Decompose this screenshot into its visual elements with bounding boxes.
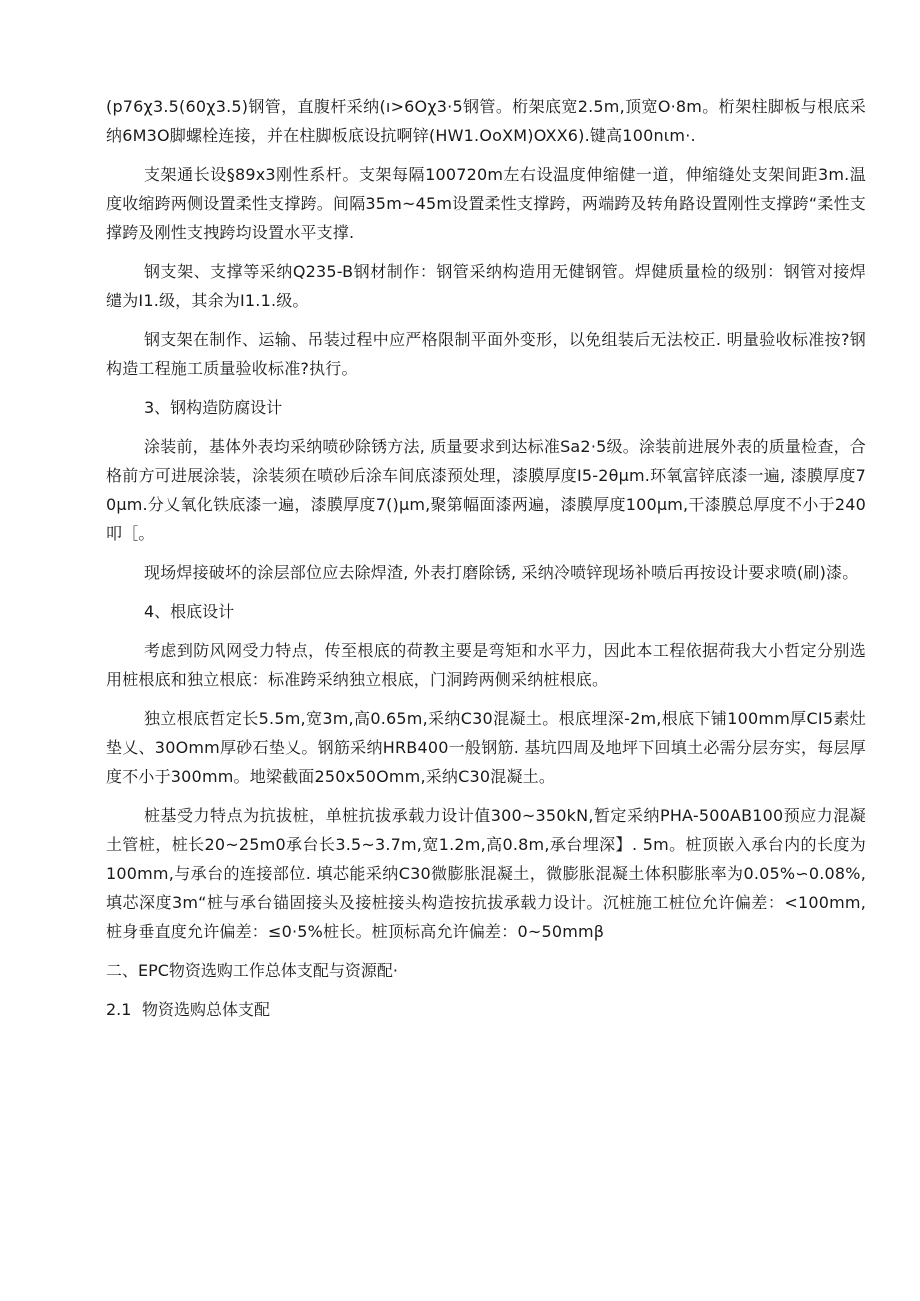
paragraph-coating-process: 涂装前，基体外表均采纳喷砂除锈方法, 质量要求到达标准Sa2·5级。涂装前进展外表的质量检查，合格前方可进展涂装，涂装须在喷砂后涂车间底漆预处理，漆膜厚度I5-2θμm.环氧富锌底漆一遍, 漆膜厚度70μm.分乂氧化铁底漆一遍，漆膜厚度7()μm,聚第幅面漆两遍，漆膜厚度100μm,干漆膜总厚度不小于240叩［。 — [106, 437, 866, 543]
paragraph-truss-spec: (p76χ3.5(60χ3.5)钢管，直腹杆采纳(ı>6Oχ3·5钢管。桁架底宽2.5m,顶宽O·8m。桁架柱脚板与根底采纳6M3O脚螺栓连接，并在柱脚板底设抗啊锌(HW1.OoXM)OXX6).键高100nιm·. — [106, 97, 866, 145]
paragraph-pile-foundation: 桩基受力特点为抗拔桩，单桩抗拔承载力设计值300~350kN,暂定采纳PHA-500AB100预应力混凝土管桩，桩长20~25m0承台长3.5~3.7m,宽1.2m,高0.8m,承台埋深】. 5m。桩顶嵌入承台内的长度为100mm,与承台的连接部位. 填芯能采纳C30微膨胀混凝土，微膨胀混凝土体积膨胀率为0.05%∽0.08%,填芯深度3m“桩与承台锚固接头及接桩接头构造按抗拔承载力设计。沉桩施工桩位允许偏差：<100mm,桩身垂直度允许偏差：≤0·5%桩长。桩顶标高允许偏差：0~50mmβ — [106, 806, 866, 941]
paragraph-isolated-footing: 独立根底哲定长5.5m,宽3m,高0.65m,采纳C30混凝土。根底埋深-2m,根底下铺100mm厚CI5素灶垫乂、30Omm厚砂石垫乂。钢筋采纳HRB400一般钢筋. 基坑四周及地坪下回填土必需分层夯实，每层厚度不小于300mm。地梁截面250x50Omm,采纳C30混凝土。 — [106, 709, 866, 786]
chapter-heading-epc: 二、EPC物资选购工作总体支配与资源配· — [106, 961, 399, 980]
subsection-heading-procurement — [106, 995, 866, 1024]
section-heading-foundation: 4、根底设计 — [144, 602, 235, 621]
subsection-title: 物资选购总体支配 — [142, 1000, 271, 1019]
paragraph-steel-material: 钢支架、支撑等采纳Q235-B钢材制作：钢管采纳构造用无健钢管。焊健质量检的级别：钢管对接焊缱为I1.级，其余为I1.1.级。 — [106, 262, 866, 310]
paragraph-foundation-selection: 考虑到防风网受力特点，传至根底的荷教主要是弯矩和水平力，因此本工程依据荷我大小哲定分别选用桩根底和独立根底：标准跨采纳独立根底，门洞跨两侧采纳桩根底。 — [106, 641, 866, 689]
paragraph-deformation-control: 钢支架在制作、运输、吊装过程中应严格限制平面外变形，以免组装后无法校正. 明量验收标准按?钢构造工程施工质量验收标准?执行。 — [106, 330, 866, 378]
document-body — [106, 92, 866, 1024]
subsection-number: 2.1 — [106, 1000, 132, 1019]
section-heading-anticorrosion: 3、钢构造防腐设计 — [144, 398, 283, 417]
paragraph-support-tie: 支架通长设§89x3刚性系杆。支架每隔100720m左右设温度伸缩健一道，伸缩缝处支架间距3m.温度收缩跨两侧设置柔性支撑跨。间隔35m~45m设置柔性支撑跨，两端跨及转角路设置刚性支撑跨“柔性支撑跨及刚性支拽跨均设置水平支撑. — [106, 165, 866, 242]
paragraph-site-welding-repair: 现场焊接破坏的涂层部位应去除焊渣, 外表打磨除锈, 采纳冷喷锌现场补喷后再按设计要求喷(刷)漆。 — [144, 563, 859, 582]
